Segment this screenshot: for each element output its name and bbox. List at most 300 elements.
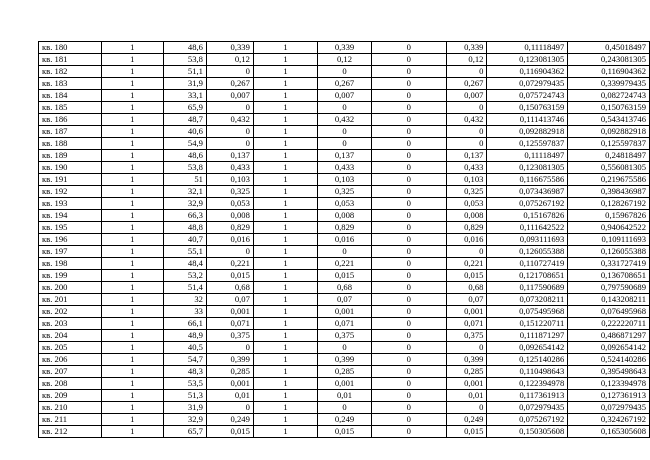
apartment-cell: кв. 207 — [39, 366, 102, 378]
share-cell: 0,110727419 — [487, 258, 568, 270]
zero-cell: 0 — [371, 306, 446, 318]
count-cell: 1 — [101, 174, 163, 186]
count-cell: 1 — [101, 270, 163, 282]
value-a-cell: 0,829 — [206, 222, 253, 234]
area-cell: 53,8 — [164, 54, 207, 66]
value-a-cell: 0 — [206, 126, 253, 138]
value-a-cell: 0,053 — [206, 198, 253, 210]
area-cell: 51,3 — [164, 390, 207, 402]
value-b-cell: 0,221 — [318, 258, 372, 270]
total-cell: 0,165305608 — [568, 426, 650, 438]
count-cell: 1 — [101, 114, 163, 126]
factor-cell: 1 — [253, 414, 317, 426]
apartment-cell: кв. 191 — [39, 174, 102, 186]
area-cell: 48,8 — [164, 222, 207, 234]
table-row — [39, 102, 650, 114]
share-cell: 0,075267192 — [487, 414, 568, 426]
count-cell: 1 — [101, 102, 163, 114]
value-a-cell: 0,432 — [206, 114, 253, 126]
value-b-cell: 0,053 — [318, 198, 372, 210]
table-row — [39, 306, 650, 318]
factor-cell: 1 — [253, 246, 317, 258]
count-cell: 1 — [101, 402, 163, 414]
table-row — [39, 78, 650, 90]
share-cell: 0,151220711 — [487, 318, 568, 330]
count-cell: 1 — [101, 222, 163, 234]
value-a-cell: 0,12 — [206, 54, 253, 66]
apartment-cell: кв. 190 — [39, 162, 102, 174]
area-cell: 66,1 — [164, 318, 207, 330]
table-row — [39, 114, 650, 126]
count-cell: 1 — [101, 306, 163, 318]
value-b-cell: 0,829 — [318, 222, 372, 234]
area-cell: 55,1 — [164, 246, 207, 258]
value-c-cell: 0,071 — [446, 318, 487, 330]
factor-cell: 1 — [253, 270, 317, 282]
share-cell: 0,11118497 — [487, 42, 568, 54]
value-c-cell: 0,015 — [446, 270, 487, 282]
count-cell: 1 — [101, 246, 163, 258]
total-cell: 0,127361913 — [568, 390, 650, 402]
value-a-cell: 0,339 — [206, 42, 253, 54]
area-cell: 48,6 — [164, 42, 207, 54]
value-c-cell: 0,008 — [446, 210, 487, 222]
area-cell: 40,7 — [164, 234, 207, 246]
factor-cell: 1 — [253, 342, 317, 354]
value-b-cell: 0,007 — [318, 90, 372, 102]
value-b-cell: 0,008 — [318, 210, 372, 222]
share-cell: 0,150305608 — [487, 426, 568, 438]
value-a-cell: 0,015 — [206, 270, 253, 282]
table-row — [39, 150, 650, 162]
area-cell: 51 — [164, 174, 207, 186]
count-cell: 1 — [101, 330, 163, 342]
table-row — [39, 222, 650, 234]
table-row — [39, 138, 650, 150]
zero-cell: 0 — [371, 342, 446, 354]
share-cell: 0,117590689 — [487, 282, 568, 294]
total-cell: 0,398436987 — [568, 186, 650, 198]
value-a-cell: 0,103 — [206, 174, 253, 186]
table-row — [39, 366, 650, 378]
zero-cell: 0 — [371, 162, 446, 174]
factor-cell: 1 — [253, 54, 317, 66]
value-b-cell: 0,375 — [318, 330, 372, 342]
total-cell: 0,524140286 — [568, 354, 650, 366]
zero-cell: 0 — [371, 54, 446, 66]
factor-cell: 1 — [253, 102, 317, 114]
value-a-cell: 0,001 — [206, 378, 253, 390]
value-a-cell: 0,007 — [206, 90, 253, 102]
value-a-cell: 0,137 — [206, 150, 253, 162]
count-cell: 1 — [101, 66, 163, 78]
value-c-cell: 0,433 — [446, 162, 487, 174]
zero-cell: 0 — [371, 330, 446, 342]
table-row — [39, 354, 650, 366]
value-a-cell: 0,01 — [206, 390, 253, 402]
factor-cell: 1 — [253, 186, 317, 198]
zero-cell: 0 — [371, 138, 446, 150]
value-a-cell: 0,07 — [206, 294, 253, 306]
apartment-cell: кв. 209 — [39, 390, 102, 402]
share-cell: 0,117361913 — [487, 390, 568, 402]
count-cell: 1 — [101, 354, 163, 366]
share-cell: 0,125597837 — [487, 138, 568, 150]
table-row — [39, 270, 650, 282]
value-a-cell: 0,016 — [206, 234, 253, 246]
apartment-cell: кв. 198 — [39, 258, 102, 270]
count-cell: 1 — [101, 198, 163, 210]
area-cell: 53,8 — [164, 162, 207, 174]
zero-cell: 0 — [371, 174, 446, 186]
value-a-cell: 0,375 — [206, 330, 253, 342]
total-cell: 0,797590689 — [568, 282, 650, 294]
zero-cell: 0 — [371, 282, 446, 294]
value-a-cell: 0,001 — [206, 306, 253, 318]
value-b-cell: 0,267 — [318, 78, 372, 90]
total-cell: 0,395498643 — [568, 366, 650, 378]
value-b-cell: 0,015 — [318, 270, 372, 282]
data-sheet — [38, 41, 650, 438]
table-body — [39, 42, 650, 438]
total-cell: 0,543413746 — [568, 114, 650, 126]
area-cell: 53,5 — [164, 378, 207, 390]
area-cell: 48,3 — [164, 366, 207, 378]
value-c-cell: 0,07 — [446, 294, 487, 306]
total-cell: 0,486871297 — [568, 330, 650, 342]
value-b-cell: 0,103 — [318, 174, 372, 186]
zero-cell: 0 — [371, 354, 446, 366]
apartment-cell: кв. 210 — [39, 402, 102, 414]
count-cell: 1 — [101, 378, 163, 390]
table-row — [39, 54, 650, 66]
area-cell: 32,9 — [164, 414, 207, 426]
total-cell: 0,339979435 — [568, 78, 650, 90]
total-cell: 0,116904362 — [568, 66, 650, 78]
value-c-cell: 0,016 — [446, 234, 487, 246]
factor-cell: 1 — [253, 162, 317, 174]
share-cell: 0,111642522 — [487, 222, 568, 234]
value-a-cell: 0,015 — [206, 426, 253, 438]
zero-cell: 0 — [371, 126, 446, 138]
table-row — [39, 426, 650, 438]
value-c-cell: 0,053 — [446, 198, 487, 210]
total-cell: 0,150763159 — [568, 102, 650, 114]
area-cell: 48,9 — [164, 330, 207, 342]
total-cell: 0,243081305 — [568, 54, 650, 66]
apartment-cell: кв. 181 — [39, 54, 102, 66]
value-c-cell: 0,015 — [446, 426, 487, 438]
apartment-cell: кв. 203 — [39, 318, 102, 330]
count-cell: 1 — [101, 414, 163, 426]
area-cell: 40,6 — [164, 126, 207, 138]
share-cell: 0,122394978 — [487, 378, 568, 390]
value-a-cell: 0 — [206, 342, 253, 354]
value-c-cell: 0 — [446, 138, 487, 150]
apartment-cell: кв. 212 — [39, 426, 102, 438]
total-cell: 0,15967826 — [568, 210, 650, 222]
factor-cell: 1 — [253, 390, 317, 402]
factor-cell: 1 — [253, 330, 317, 342]
apartment-cell: кв. 200 — [39, 282, 102, 294]
share-cell: 0,093111693 — [487, 234, 568, 246]
count-cell: 1 — [101, 258, 163, 270]
count-cell: 1 — [101, 282, 163, 294]
total-cell: 0,076495968 — [568, 306, 650, 318]
factor-cell: 1 — [253, 222, 317, 234]
share-cell: 0,123081305 — [487, 54, 568, 66]
share-cell: 0,123081305 — [487, 162, 568, 174]
apartment-cell: кв. 195 — [39, 222, 102, 234]
value-c-cell: 0,221 — [446, 258, 487, 270]
zero-cell: 0 — [371, 366, 446, 378]
zero-cell: 0 — [371, 114, 446, 126]
total-cell: 0,45018497 — [568, 42, 650, 54]
value-b-cell: 0 — [318, 246, 372, 258]
area-cell: 48,7 — [164, 114, 207, 126]
table-row — [39, 318, 650, 330]
share-cell: 0,092654142 — [487, 342, 568, 354]
value-c-cell: 0,137 — [446, 150, 487, 162]
value-b-cell: 0 — [318, 402, 372, 414]
area-cell: 31,9 — [164, 402, 207, 414]
table-row — [39, 66, 650, 78]
value-c-cell: 0,103 — [446, 174, 487, 186]
zero-cell: 0 — [371, 294, 446, 306]
value-a-cell: 0,285 — [206, 366, 253, 378]
total-cell: 0,940642522 — [568, 222, 650, 234]
count-cell: 1 — [101, 42, 163, 54]
table-row — [39, 126, 650, 138]
area-cell: 53,2 — [164, 270, 207, 282]
zero-cell: 0 — [371, 258, 446, 270]
value-b-cell: 0,433 — [318, 162, 372, 174]
share-cell: 0,15167826 — [487, 210, 568, 222]
count-cell: 1 — [101, 126, 163, 138]
value-c-cell: 0,325 — [446, 186, 487, 198]
total-cell: 0,324267192 — [568, 414, 650, 426]
factor-cell: 1 — [253, 318, 317, 330]
zero-cell: 0 — [371, 66, 446, 78]
value-c-cell: 0 — [446, 402, 487, 414]
value-c-cell: 0 — [446, 342, 487, 354]
total-cell: 0,24818497 — [568, 150, 650, 162]
value-c-cell: 0,01 — [446, 390, 487, 402]
share-cell: 0,092882918 — [487, 126, 568, 138]
table-row — [39, 90, 650, 102]
value-a-cell: 0,071 — [206, 318, 253, 330]
share-cell: 0,073208211 — [487, 294, 568, 306]
table-row — [39, 174, 650, 186]
count-cell: 1 — [101, 366, 163, 378]
total-cell: 0,222220711 — [568, 318, 650, 330]
apartment-cell: кв. 184 — [39, 90, 102, 102]
value-a-cell: 0 — [206, 246, 253, 258]
total-cell: 0,125597837 — [568, 138, 650, 150]
total-cell: 0,143208211 — [568, 294, 650, 306]
share-cell: 0,110498643 — [487, 366, 568, 378]
value-c-cell: 0,001 — [446, 378, 487, 390]
apartment-cell: кв. 182 — [39, 66, 102, 78]
count-cell: 1 — [101, 138, 163, 150]
value-c-cell: 0,68 — [446, 282, 487, 294]
value-c-cell: 0,12 — [446, 54, 487, 66]
apartment-cell: кв. 211 — [39, 414, 102, 426]
share-cell: 0,072979435 — [487, 78, 568, 90]
zero-cell: 0 — [371, 270, 446, 282]
factor-cell: 1 — [253, 354, 317, 366]
value-c-cell: 0 — [446, 126, 487, 138]
total-cell: 0,082724743 — [568, 90, 650, 102]
apartment-cell: кв. 206 — [39, 354, 102, 366]
count-cell: 1 — [101, 78, 163, 90]
count-cell: 1 — [101, 54, 163, 66]
share-cell: 0,116904362 — [487, 66, 568, 78]
table-row — [39, 330, 650, 342]
table-row — [39, 342, 650, 354]
apartment-cell: кв. 186 — [39, 114, 102, 126]
table-row — [39, 42, 650, 54]
zero-cell: 0 — [371, 234, 446, 246]
value-c-cell: 0,339 — [446, 42, 487, 54]
area-cell: 40,5 — [164, 342, 207, 354]
factor-cell: 1 — [253, 198, 317, 210]
share-cell: 0,11118497 — [487, 150, 568, 162]
factor-cell: 1 — [253, 210, 317, 222]
value-b-cell: 0,285 — [318, 366, 372, 378]
area-cell: 48,6 — [164, 150, 207, 162]
factor-cell: 1 — [253, 114, 317, 126]
table-row — [39, 246, 650, 258]
value-a-cell: 0,433 — [206, 162, 253, 174]
zero-cell: 0 — [371, 378, 446, 390]
value-b-cell: 0,339 — [318, 42, 372, 54]
value-a-cell: 0 — [206, 66, 253, 78]
table-row — [39, 294, 650, 306]
table-row — [39, 162, 650, 174]
value-b-cell: 0,01 — [318, 390, 372, 402]
value-b-cell: 0,399 — [318, 354, 372, 366]
zero-cell: 0 — [371, 78, 446, 90]
factor-cell: 1 — [253, 150, 317, 162]
factor-cell: 1 — [253, 426, 317, 438]
share-cell: 0,126055388 — [487, 246, 568, 258]
value-b-cell: 0,001 — [318, 378, 372, 390]
factor-cell: 1 — [253, 402, 317, 414]
count-cell: 1 — [101, 90, 163, 102]
value-a-cell: 0 — [206, 102, 253, 114]
factor-cell: 1 — [253, 366, 317, 378]
apartment-table — [38, 41, 650, 438]
share-cell: 0,111413746 — [487, 114, 568, 126]
area-cell: 66,3 — [164, 210, 207, 222]
count-cell: 1 — [101, 150, 163, 162]
zero-cell: 0 — [371, 198, 446, 210]
zero-cell: 0 — [371, 186, 446, 198]
factor-cell: 1 — [253, 282, 317, 294]
area-cell: 32,9 — [164, 198, 207, 210]
value-c-cell: 0,829 — [446, 222, 487, 234]
table-row — [39, 198, 650, 210]
value-b-cell: 0,071 — [318, 318, 372, 330]
value-b-cell: 0 — [318, 102, 372, 114]
share-cell: 0,075495968 — [487, 306, 568, 318]
area-cell: 33,1 — [164, 90, 207, 102]
value-b-cell: 0,137 — [318, 150, 372, 162]
apartment-cell: кв. 202 — [39, 306, 102, 318]
factor-cell: 1 — [253, 258, 317, 270]
total-cell: 0,128267192 — [568, 198, 650, 210]
area-cell: 54,7 — [164, 354, 207, 366]
apartment-cell: кв. 197 — [39, 246, 102, 258]
total-cell: 0,072979435 — [568, 402, 650, 414]
apartment-cell: кв. 205 — [39, 342, 102, 354]
value-a-cell: 0 — [206, 402, 253, 414]
count-cell: 1 — [101, 390, 163, 402]
share-cell: 0,075724743 — [487, 90, 568, 102]
table-row — [39, 186, 650, 198]
apartment-cell: кв. 183 — [39, 78, 102, 90]
value-b-cell: 0 — [318, 126, 372, 138]
apartment-cell: кв. 189 — [39, 150, 102, 162]
area-cell: 32 — [164, 294, 207, 306]
zero-cell: 0 — [371, 414, 446, 426]
total-cell: 0,092654142 — [568, 342, 650, 354]
apartment-cell: кв. 208 — [39, 378, 102, 390]
share-cell: 0,150763159 — [487, 102, 568, 114]
count-cell: 1 — [101, 186, 163, 198]
factor-cell: 1 — [253, 126, 317, 138]
apartment-cell: кв. 201 — [39, 294, 102, 306]
value-b-cell: 0,68 — [318, 282, 372, 294]
table-row — [39, 210, 650, 222]
area-cell: 31,9 — [164, 78, 207, 90]
count-cell: 1 — [101, 426, 163, 438]
table-row — [39, 378, 650, 390]
total-cell: 0,219675586 — [568, 174, 650, 186]
area-cell: 51,1 — [164, 66, 207, 78]
area-cell: 51,4 — [164, 282, 207, 294]
value-c-cell: 0,267 — [446, 78, 487, 90]
share-cell: 0,121708651 — [487, 270, 568, 282]
factor-cell: 1 — [253, 78, 317, 90]
zero-cell: 0 — [371, 246, 446, 258]
value-b-cell: 0 — [318, 342, 372, 354]
value-b-cell: 0,249 — [318, 414, 372, 426]
apartment-cell: кв. 185 — [39, 102, 102, 114]
value-b-cell: 0 — [318, 138, 372, 150]
value-a-cell: 0,008 — [206, 210, 253, 222]
zero-cell: 0 — [371, 390, 446, 402]
factor-cell: 1 — [253, 138, 317, 150]
share-cell: 0,111871297 — [487, 330, 568, 342]
table-row — [39, 234, 650, 246]
value-c-cell: 0,001 — [446, 306, 487, 318]
total-cell: 0,126055388 — [568, 246, 650, 258]
total-cell: 0,109111693 — [568, 234, 650, 246]
table-row — [39, 390, 650, 402]
apartment-cell: кв. 199 — [39, 270, 102, 282]
total-cell: 0,123394978 — [568, 378, 650, 390]
zero-cell: 0 — [371, 42, 446, 54]
value-b-cell: 0,001 — [318, 306, 372, 318]
value-b-cell: 0,325 — [318, 186, 372, 198]
zero-cell: 0 — [371, 402, 446, 414]
apartment-cell: кв. 180 — [39, 42, 102, 54]
value-c-cell: 0,285 — [446, 366, 487, 378]
total-cell: 0,136708651 — [568, 270, 650, 282]
value-b-cell: 0,432 — [318, 114, 372, 126]
